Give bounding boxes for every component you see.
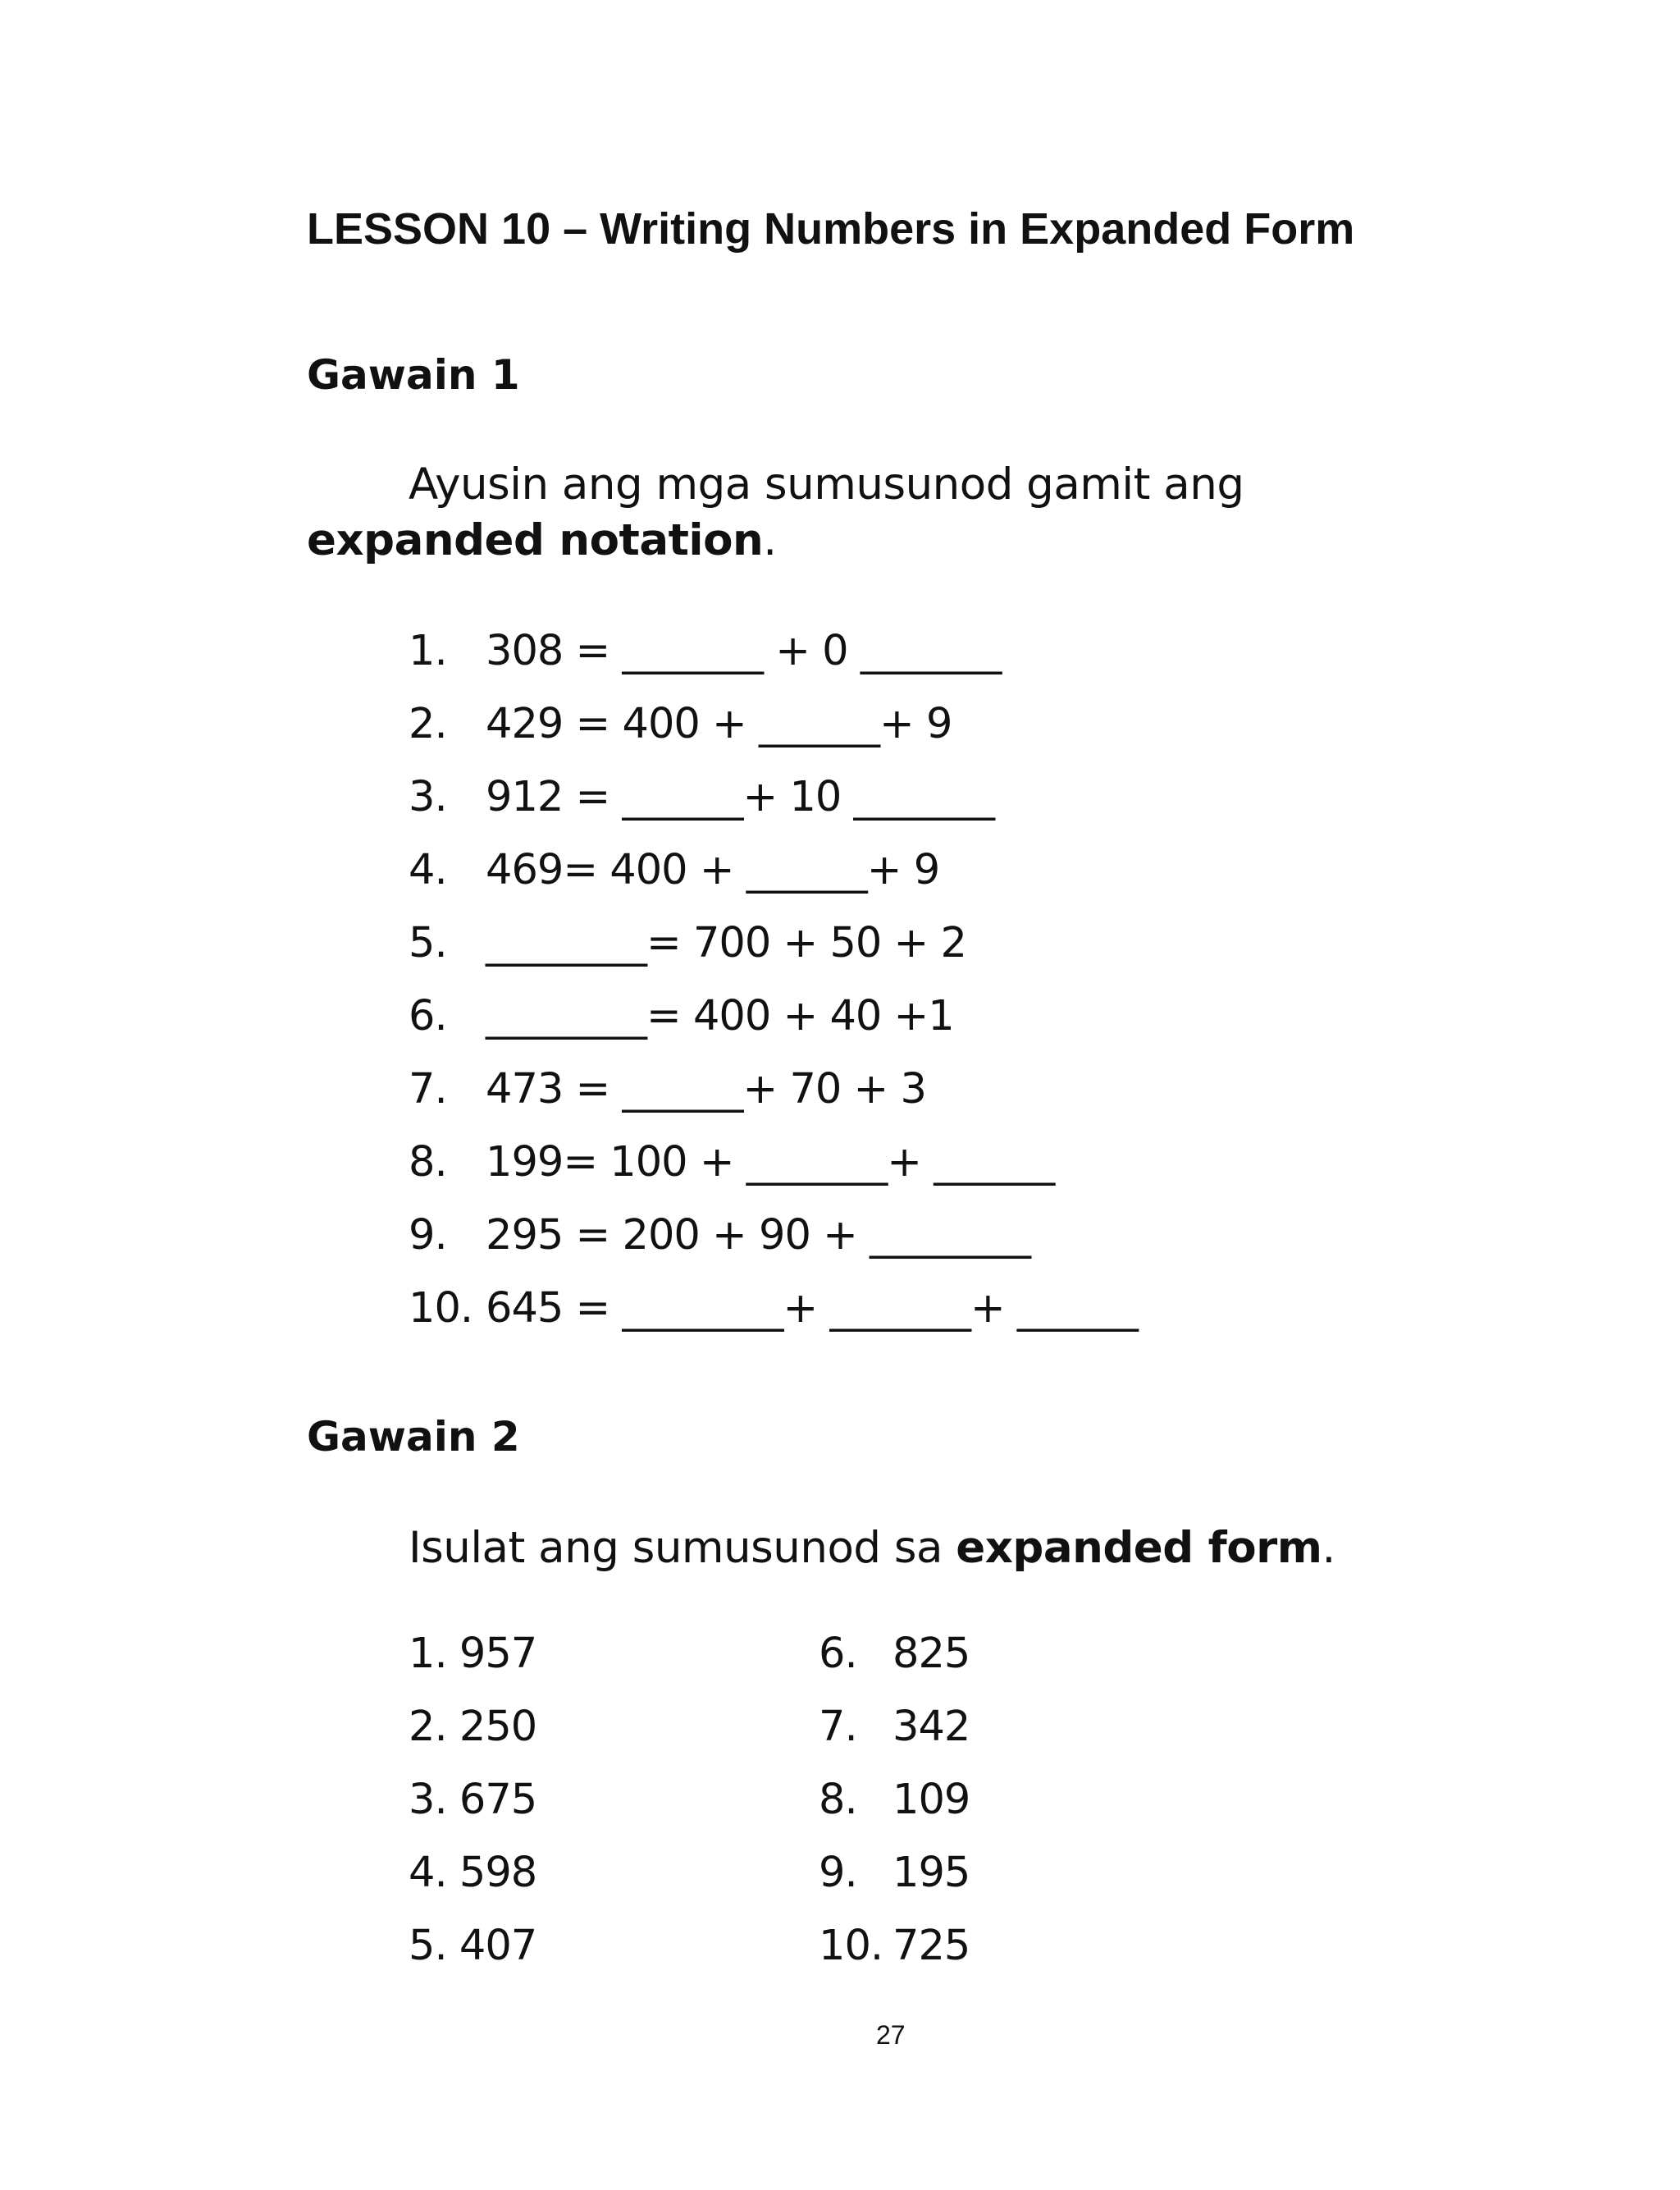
item-number: 9. bbox=[819, 1849, 857, 1897]
item-number: 8. bbox=[819, 1776, 857, 1824]
item-number: 1. bbox=[409, 627, 447, 675]
item-equation: 429 = 400 + ______+ 9 bbox=[486, 700, 952, 748]
item-equation: 912 = ______+ 10 _______ bbox=[486, 773, 995, 821]
item-number: 2. bbox=[409, 700, 447, 748]
gawain-1-item bbox=[409, 1284, 1138, 1333]
item-number: 8. bbox=[409, 1138, 447, 1186]
item-value: 195 bbox=[892, 1849, 970, 1897]
gawain-1-item bbox=[409, 846, 939, 894]
page-number: 27 bbox=[876, 2020, 906, 2050]
item-value: 725 bbox=[892, 1922, 970, 1970]
item-value: 825 bbox=[892, 1630, 970, 1678]
gawain-1-instruction-line1: Ayusin ang mga sumusunod gamit ang bbox=[409, 459, 1244, 510]
gawain-1-instruction-line2 bbox=[307, 515, 777, 565]
gawain-2-right-item bbox=[819, 1849, 970, 1897]
gawain-1-item bbox=[409, 1065, 926, 1113]
gawain-2-instruction bbox=[409, 1523, 1335, 1573]
instruction-period: . bbox=[763, 515, 777, 565]
gawain-1-item bbox=[409, 627, 1001, 675]
expanded-notation-term: expanded notation bbox=[307, 515, 764, 565]
item-equation: 308 = _______ + 0 _______ bbox=[486, 627, 1002, 675]
item-equation: 473 = ______+ 70 + 3 bbox=[486, 1065, 926, 1113]
item-equation: 469= 400 + ______+ 9 bbox=[486, 846, 940, 894]
gawain-1-heading: Gawain 1 bbox=[307, 351, 520, 399]
item-number: 9. bbox=[409, 1211, 447, 1260]
item-number: 10. bbox=[409, 1284, 473, 1333]
item-number: 5. bbox=[409, 919, 447, 967]
item-number: 7. bbox=[409, 1065, 447, 1113]
lesson-title: LESSON 10 – Writing Numbers in Expanded Form bbox=[307, 204, 1355, 254]
gawain-1-item bbox=[409, 1138, 1054, 1186]
item-number: 6. bbox=[819, 1630, 857, 1678]
item-number: 10. bbox=[819, 1922, 883, 1970]
gawain-1-item bbox=[409, 1211, 1030, 1260]
item-value: 109 bbox=[892, 1776, 970, 1824]
item-equation: ________= 700 + 50 + 2 bbox=[486, 919, 966, 967]
instruction-text: Isulat ang sumusunod sa bbox=[409, 1523, 956, 1573]
gawain-2-right-item bbox=[819, 1922, 970, 1970]
item-number: 7. bbox=[819, 1703, 857, 1751]
gawain-1-item bbox=[409, 773, 994, 821]
item-number: 3. bbox=[409, 773, 447, 821]
gawain-2-heading: Gawain 2 bbox=[307, 1413, 520, 1461]
item-number: 6. bbox=[409, 992, 447, 1040]
gawain-1-item bbox=[409, 700, 952, 748]
expanded-form-term: expanded form bbox=[956, 1523, 1322, 1573]
gawain-2-left-item: 1. 957 bbox=[409, 1630, 537, 1678]
item-equation: 295 = 200 + 90 + ________ bbox=[486, 1211, 1031, 1260]
item-number: 4. bbox=[409, 846, 447, 894]
gawain-2-left-item: 4. 598 bbox=[409, 1849, 537, 1897]
gawain-1-item bbox=[409, 992, 954, 1040]
item-value: 342 bbox=[892, 1703, 970, 1751]
item-equation: ________= 400 + 40 +1 bbox=[486, 992, 954, 1040]
gawain-2-right-item bbox=[819, 1630, 970, 1678]
instruction-period: . bbox=[1322, 1523, 1335, 1573]
gawain-2-right-item bbox=[819, 1776, 970, 1824]
gawain-2-right-item bbox=[819, 1703, 970, 1751]
item-equation: 199= 100 + _______+ ______ bbox=[486, 1138, 1055, 1186]
gawain-2-left-item: 2. 250 bbox=[409, 1703, 537, 1751]
item-equation: 645 = ________+ _______+ ______ bbox=[486, 1284, 1138, 1333]
gawain-2-left-item: 3. 675 bbox=[409, 1776, 537, 1824]
gawain-2-left-item: 5. 407 bbox=[409, 1922, 537, 1970]
gawain-1-item bbox=[409, 919, 966, 967]
